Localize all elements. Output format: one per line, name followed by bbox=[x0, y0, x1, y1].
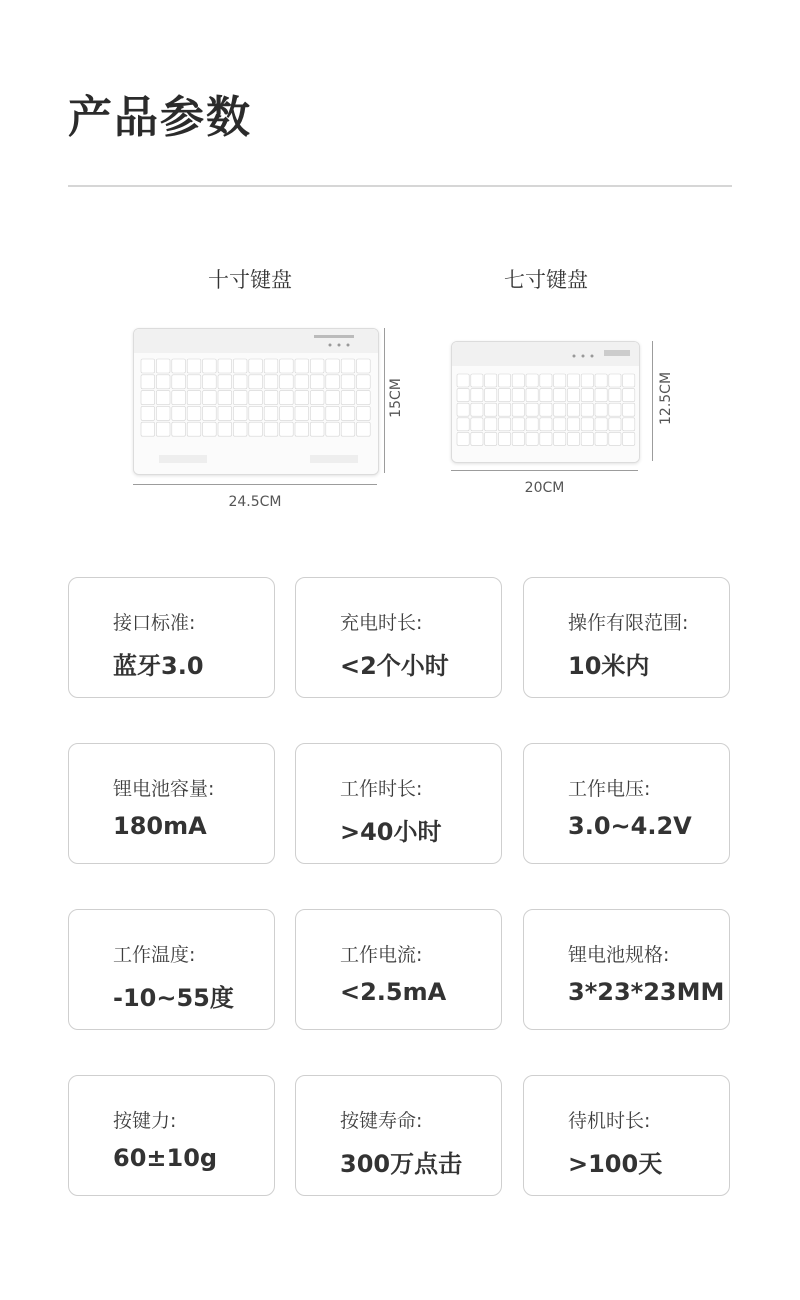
keyboard-key bbox=[295, 391, 309, 405]
keyboard-key bbox=[540, 418, 552, 431]
keyboard-key bbox=[280, 406, 294, 420]
keyboard-key bbox=[526, 403, 538, 416]
keyboard-key bbox=[595, 418, 607, 431]
keyboard-key bbox=[341, 375, 355, 389]
keyboard-key bbox=[581, 374, 593, 387]
keyboard-key bbox=[609, 374, 621, 387]
keyboard-key bbox=[203, 359, 217, 373]
keyboard-key bbox=[341, 422, 355, 436]
keyboard-key bbox=[498, 374, 510, 387]
keyboard-key bbox=[310, 359, 324, 373]
keyboard-key bbox=[280, 391, 294, 405]
keyboard-key bbox=[249, 422, 263, 436]
keyboard-key bbox=[264, 391, 278, 405]
keyboard-key bbox=[498, 403, 510, 416]
spec-label: 操作有限范围: bbox=[568, 612, 689, 634]
keyboard-key bbox=[156, 422, 170, 436]
keyboard-key bbox=[203, 391, 217, 405]
keyboard-key bbox=[485, 432, 497, 445]
spec-card-key-force bbox=[68, 1075, 275, 1196]
keyboard-key bbox=[326, 391, 340, 405]
keyboard-key bbox=[249, 359, 263, 373]
keyboard-key bbox=[357, 391, 371, 405]
spec-card-key-life bbox=[295, 1075, 502, 1196]
keyboard-key bbox=[187, 422, 201, 436]
keyboard-key bbox=[141, 391, 155, 405]
keyboard-10-height-label: 15CM bbox=[388, 378, 404, 418]
keyboard-key bbox=[141, 406, 155, 420]
keyboard-key bbox=[512, 432, 524, 445]
spec-label: 工作电压: bbox=[568, 778, 651, 800]
keyboard-key bbox=[203, 375, 217, 389]
spec-value: >100天 bbox=[568, 1150, 663, 1178]
spec-card-current bbox=[295, 909, 502, 1030]
spec-label: 充电时长: bbox=[340, 612, 423, 634]
spec-label: 锂电池规格: bbox=[568, 944, 670, 966]
keyboard-7-image bbox=[451, 341, 640, 463]
keyboard-key bbox=[540, 403, 552, 416]
keyboard-key bbox=[249, 406, 263, 420]
spec-card-voltage bbox=[523, 743, 730, 864]
keyboard-key bbox=[554, 418, 566, 431]
keyboard-10-width-label: 24.5CM bbox=[228, 494, 282, 510]
keyboard-key bbox=[187, 391, 201, 405]
keyboard-key bbox=[264, 406, 278, 420]
keyboard-key bbox=[156, 375, 170, 389]
keyboard-key bbox=[512, 389, 524, 402]
keyboard-key bbox=[172, 391, 186, 405]
keyboard-key bbox=[526, 389, 538, 402]
keyboard-key bbox=[485, 374, 497, 387]
keyboard-key bbox=[218, 359, 232, 373]
keyboard-10-image bbox=[133, 328, 379, 475]
keyboard-10-height-line bbox=[384, 328, 385, 473]
spec-card-charge-time bbox=[295, 577, 502, 698]
keyboard-key bbox=[233, 375, 247, 389]
keyboard-key bbox=[609, 432, 621, 445]
keyboard-key bbox=[567, 432, 579, 445]
keyboard-key bbox=[554, 389, 566, 402]
keyboard-key bbox=[310, 375, 324, 389]
keyboard-key bbox=[609, 418, 621, 431]
keyboard-key bbox=[471, 432, 483, 445]
keyboard-key bbox=[172, 406, 186, 420]
keyboard-key bbox=[526, 374, 538, 387]
spec-card-temperature bbox=[68, 909, 275, 1030]
keyboard-key bbox=[187, 359, 201, 373]
keyboard-key bbox=[567, 403, 579, 416]
keyboard-7-height-label: 12.5CM bbox=[658, 371, 674, 425]
keyboard-key bbox=[326, 422, 340, 436]
keyboard-10-label: 十寸键盘 bbox=[208, 268, 292, 292]
keyboard-key bbox=[485, 389, 497, 402]
spec-value: >40小时 bbox=[340, 818, 442, 846]
keyboard-key bbox=[512, 403, 524, 416]
keyboard-key bbox=[264, 375, 278, 389]
page-title: 产品参数 bbox=[68, 92, 252, 143]
keyboard-7-illustration bbox=[452, 342, 639, 462]
keyboard-key bbox=[357, 359, 371, 373]
keyboard-key bbox=[554, 432, 566, 445]
spec-value: 3.0~4.2V bbox=[568, 812, 692, 840]
keyboard-key bbox=[233, 406, 247, 420]
keyboard-key bbox=[512, 418, 524, 431]
keyboard-7-width-label: 20CM bbox=[524, 480, 565, 496]
keyboard-key bbox=[280, 422, 294, 436]
keyboard-key bbox=[218, 375, 232, 389]
spec-value: -10~55度 bbox=[113, 984, 234, 1012]
keyboard-key bbox=[595, 389, 607, 402]
keyboard-key bbox=[471, 389, 483, 402]
spec-value: <2个小时 bbox=[340, 652, 449, 680]
keyboard-key bbox=[567, 389, 579, 402]
spec-label: 按键力: bbox=[113, 1110, 177, 1132]
keyboard-key bbox=[187, 406, 201, 420]
keyboard-10-width-line bbox=[133, 484, 377, 485]
keyboard-key bbox=[457, 374, 469, 387]
keyboard-10-illustration bbox=[134, 329, 378, 474]
spec-value: 3*23*23MM bbox=[568, 978, 725, 1006]
keyboard-key bbox=[567, 374, 579, 387]
spec-label: 锂电池容量: bbox=[113, 778, 215, 800]
keyboard-key bbox=[326, 375, 340, 389]
keyboard-key bbox=[141, 422, 155, 436]
keyboard-key bbox=[357, 406, 371, 420]
keyboard-key bbox=[554, 374, 566, 387]
keyboard-key bbox=[326, 359, 340, 373]
keyboard-key bbox=[156, 406, 170, 420]
keyboard-key bbox=[512, 374, 524, 387]
keyboard-key bbox=[498, 418, 510, 431]
keyboard-key bbox=[581, 403, 593, 416]
keyboard-key bbox=[581, 389, 593, 402]
keyboard-key bbox=[498, 432, 510, 445]
keyboard-7-label: 七寸键盘 bbox=[504, 268, 588, 292]
keyboard-key bbox=[341, 359, 355, 373]
keyboard-key bbox=[218, 391, 232, 405]
keyboard-key bbox=[457, 403, 469, 416]
spec-card-work-time bbox=[295, 743, 502, 864]
keyboard-key bbox=[141, 359, 155, 373]
keyboard-key bbox=[540, 432, 552, 445]
keyboard-key bbox=[172, 422, 186, 436]
keyboard-key bbox=[249, 391, 263, 405]
keyboard-key bbox=[485, 403, 497, 416]
keyboard-key bbox=[623, 403, 635, 416]
keyboard-key bbox=[280, 375, 294, 389]
keyboard-key bbox=[595, 374, 607, 387]
keyboard-7-width-line bbox=[451, 470, 638, 471]
keyboard-key bbox=[280, 359, 294, 373]
keyboard-7-height-line bbox=[652, 341, 653, 461]
keyboard-key bbox=[310, 406, 324, 420]
keyboard-key bbox=[218, 406, 232, 420]
spec-label: 工作电流: bbox=[340, 944, 423, 966]
keyboard-key bbox=[203, 406, 217, 420]
keyboard-key bbox=[471, 374, 483, 387]
spec-label: 接口标准: bbox=[113, 612, 196, 634]
keyboard-key bbox=[233, 391, 247, 405]
keyboard-key bbox=[581, 418, 593, 431]
keyboard-key bbox=[172, 359, 186, 373]
spec-card-battery-size bbox=[523, 909, 730, 1030]
keyboard-key bbox=[457, 418, 469, 431]
keyboard-key bbox=[310, 391, 324, 405]
spec-label: 工作时长: bbox=[340, 778, 423, 800]
spec-value: 蓝牙3.0 bbox=[113, 652, 204, 680]
keyboard-key bbox=[567, 418, 579, 431]
keyboard-key bbox=[357, 422, 371, 436]
spec-value: 60±10g bbox=[113, 1144, 218, 1172]
spec-value: 180mA bbox=[113, 812, 207, 840]
keyboard-key bbox=[341, 391, 355, 405]
keyboard-key bbox=[326, 406, 340, 420]
keyboard-key bbox=[295, 359, 309, 373]
keyboard-key bbox=[526, 418, 538, 431]
keyboard-key bbox=[540, 389, 552, 402]
keyboard-key bbox=[595, 432, 607, 445]
spec-value: 300万点击 bbox=[340, 1150, 463, 1178]
spec-card-standby bbox=[523, 1075, 730, 1196]
keyboard-key bbox=[249, 375, 263, 389]
keyboard-key bbox=[203, 422, 217, 436]
keyboard-key bbox=[156, 359, 170, 373]
keyboard-key bbox=[609, 389, 621, 402]
keyboard-key bbox=[172, 375, 186, 389]
keyboard-key bbox=[623, 389, 635, 402]
keyboard-key bbox=[581, 432, 593, 445]
keyboard-key bbox=[295, 406, 309, 420]
spec-label: 工作温度: bbox=[113, 944, 196, 966]
keyboard-key bbox=[357, 375, 371, 389]
keyboard-key bbox=[623, 418, 635, 431]
keyboard-key bbox=[540, 374, 552, 387]
keyboard-key bbox=[595, 403, 607, 416]
keyboard-key bbox=[471, 403, 483, 416]
keyboard-key bbox=[457, 432, 469, 445]
keyboard-key bbox=[310, 422, 324, 436]
keyboard-key bbox=[141, 375, 155, 389]
spec-label: 按键寿命: bbox=[340, 1110, 423, 1132]
keyboard-key bbox=[526, 432, 538, 445]
spec-label: 待机时长: bbox=[568, 1110, 651, 1132]
keyboard-key bbox=[233, 359, 247, 373]
keyboard-key bbox=[341, 406, 355, 420]
keyboard-key bbox=[623, 374, 635, 387]
keyboard-key bbox=[457, 389, 469, 402]
keyboard-key bbox=[498, 389, 510, 402]
spec-card-interface bbox=[68, 577, 275, 698]
keyboard-key bbox=[187, 375, 201, 389]
keyboard-key bbox=[264, 359, 278, 373]
spec-card-battery-capacity bbox=[68, 743, 275, 864]
spec-value: <2.5mA bbox=[340, 978, 447, 1006]
keyboard-key bbox=[485, 418, 497, 431]
title-divider bbox=[68, 185, 732, 187]
keyboard-key bbox=[264, 422, 278, 436]
keyboard-key bbox=[623, 432, 635, 445]
spec-value: 10米内 bbox=[568, 652, 650, 680]
keyboard-key bbox=[233, 422, 247, 436]
keyboard-key bbox=[609, 403, 621, 416]
keyboard-key bbox=[295, 375, 309, 389]
keyboard-key bbox=[156, 391, 170, 405]
spec-card-range bbox=[523, 577, 730, 698]
keyboard-key bbox=[295, 422, 309, 436]
keyboard-key bbox=[218, 422, 232, 436]
keyboard-key bbox=[471, 418, 483, 431]
keyboard-key bbox=[554, 403, 566, 416]
